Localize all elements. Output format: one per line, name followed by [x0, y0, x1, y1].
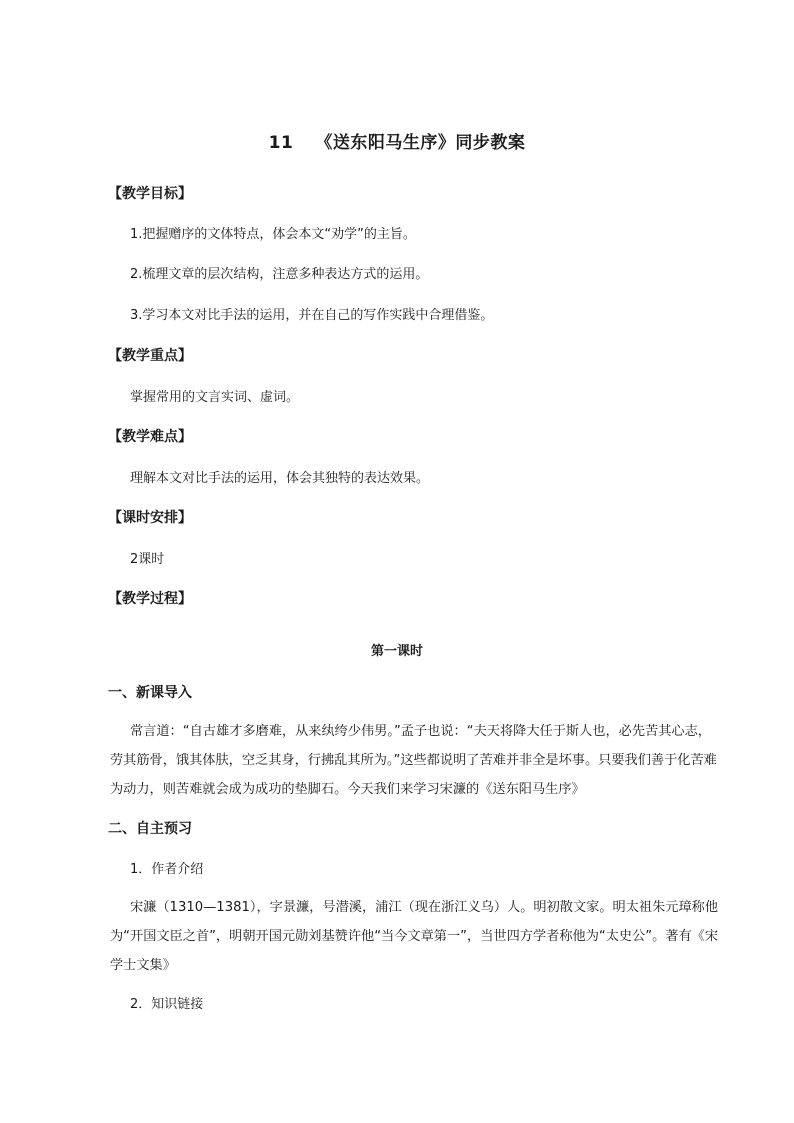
- difficulty-heading: 【教学难点】: [108, 429, 192, 445]
- key-text: 掌握常用的文言实词、虚词。: [130, 390, 300, 405]
- difficulty-text: 理解本文对比手法的运用，体会其独特的表达效果。: [130, 471, 430, 486]
- intro-paragraph: 常言道：“自古雄才多磨难，从来纨绔少伟男。”孟子也说：“夫天将降大任于斯人也，必先苦其心志，劳其筋骨，饿其体肤，空乏其身，行拂乱其所为。”这些都说明了苦难并非全是坏事。只要我们善于化苦难为动力，则苦难就会成为成功的垫脚石。今天我们来学习宋濂的《送东阳马生序》: [110, 724, 717, 797]
- knowledge-heading: 2．知识链接: [130, 997, 204, 1012]
- preview-heading: 二、自主预习: [108, 821, 192, 837]
- title-number: 11: [268, 133, 294, 153]
- key-heading: 【教学重点】: [108, 348, 192, 364]
- intro-heading: 一、新课导入: [108, 685, 192, 701]
- author-paragraph: 宋濂（1310—1381），字景濂，号潜溪，浦江（现在浙江义乌）人。明初散文家。明太祖朱元璋称他为“开国文臣之首”，明朝开国元勋刘基赞许他“当今文章第一”，当世四方学者称他为“太史公”。著有《宋学士文集》: [110, 900, 719, 973]
- goal-item-3: 3.学习本文对比手法的运用，并在自己的写作实践中合理借鉴。: [130, 308, 494, 323]
- goal-item-1: 1.把握赠序的文体特点，体会本文“劝学”的主旨。: [130, 227, 416, 242]
- schedule-heading: 【课时安排】: [108, 510, 192, 526]
- schedule-text: 2课时: [130, 552, 165, 567]
- lesson1-title: 第一课时: [370, 644, 423, 659]
- goals-heading: 【教学目标】: [108, 186, 192, 202]
- title-text: 《送东阳马生序》同步教案: [315, 133, 526, 153]
- page-title: [0, 128, 794, 153]
- goal-item-2: 2.梳理文章的层次结构，注意多种表达方式的运用。: [130, 267, 429, 282]
- process-heading: 【教学过程】: [108, 591, 192, 607]
- author-heading: 1．作者介绍: [130, 862, 204, 877]
